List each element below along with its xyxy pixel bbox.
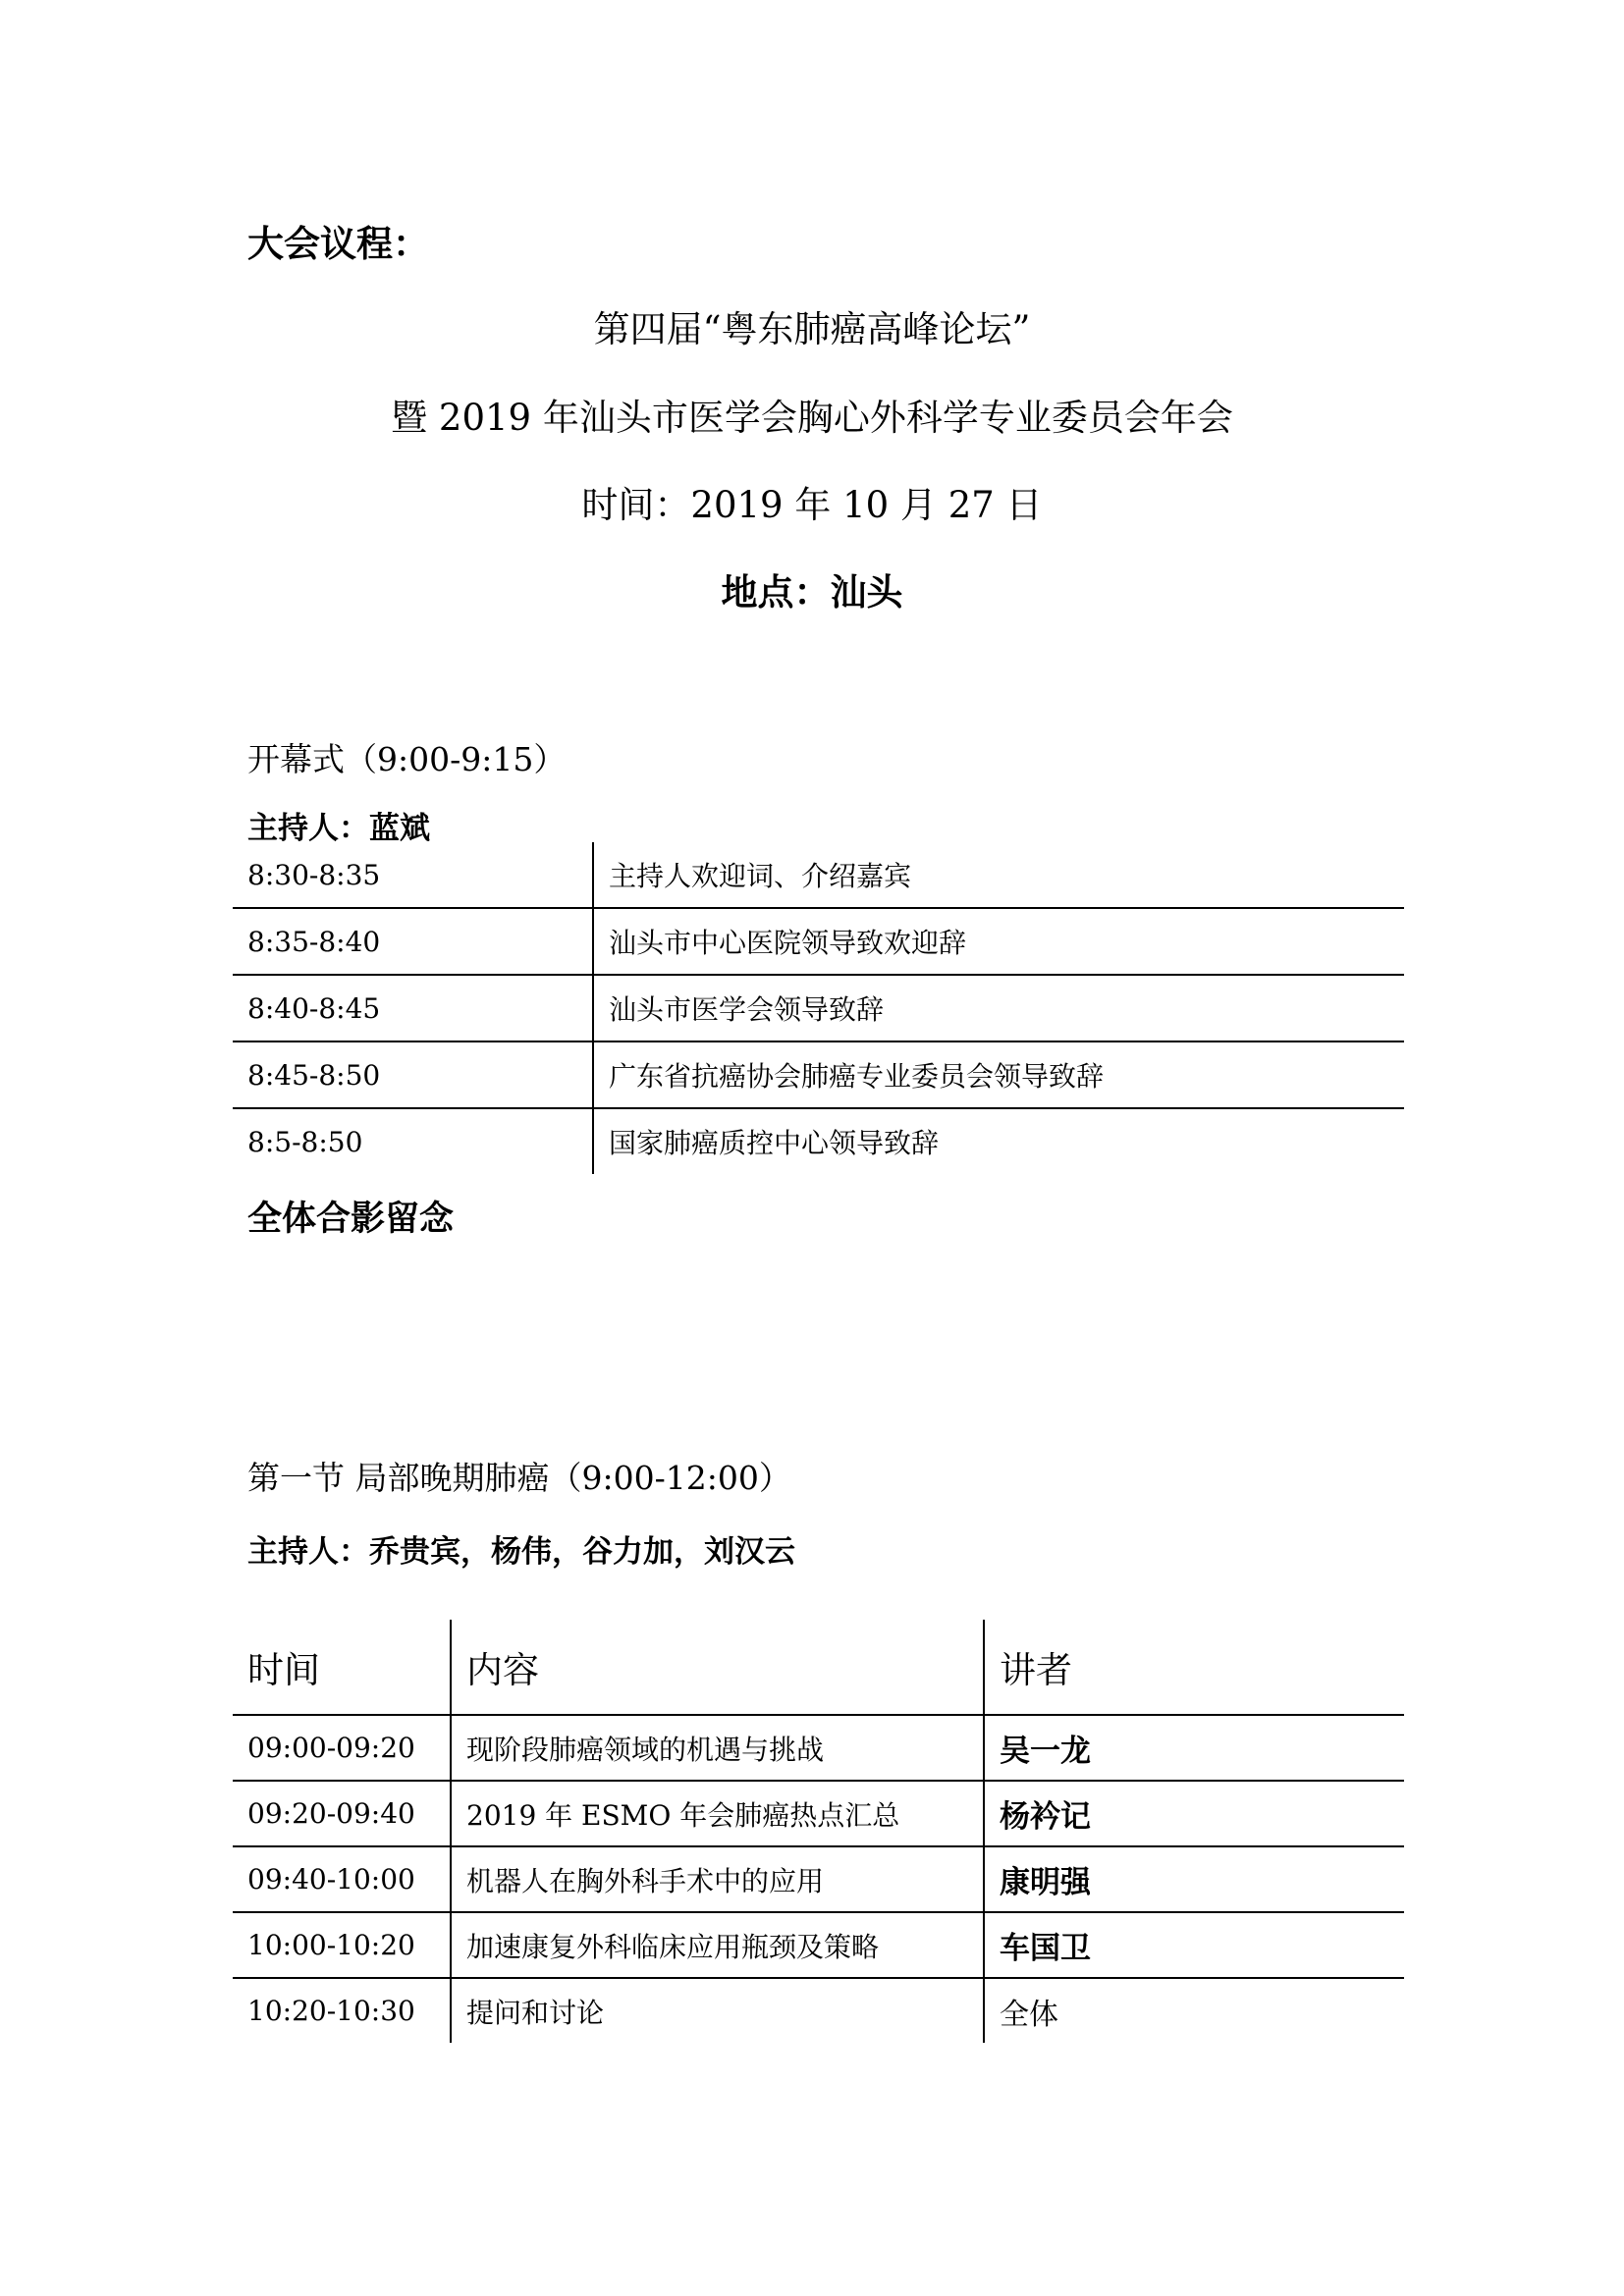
agenda-heading: 大会议程：	[247, 223, 429, 265]
table-header-row	[233, 1620, 1404, 1715]
opening-title: 开幕式（9:00-9:15）	[247, 740, 567, 778]
row-time: 8:30-8:35	[247, 858, 381, 891]
row-speaker: 康明强	[984, 1846, 1404, 1912]
row-time: 09:00-09:20	[233, 1715, 451, 1781]
row-time: 8:35-8:40	[233, 908, 593, 975]
table-row	[233, 1041, 1404, 1108]
row-content: 现阶段肺癌领域的机遇与挑战	[451, 1715, 984, 1781]
group-photo-label: 全体合影留念	[247, 1200, 455, 1239]
row-speaker: 杨衿记	[984, 1781, 1404, 1846]
row-item: 广东省抗癌协会肺癌专业委员会领导致辞	[593, 1041, 1404, 1108]
row-time: 09:40-10:00	[233, 1846, 451, 1912]
row-speaker: 车国卫	[984, 1912, 1404, 1978]
column-header-speaker: 讲者	[984, 1620, 1404, 1715]
row-content: 加速康复外科临床应用瓶颈及策略	[451, 1912, 984, 1978]
meeting-place: 地点：汕头	[721, 571, 903, 614]
row-item: 汕头市医学会领导致辞	[593, 975, 1404, 1041]
row-speaker: 吴一龙	[984, 1715, 1404, 1781]
column-header-content: 内容	[451, 1620, 984, 1715]
table-row	[233, 975, 1404, 1041]
row-time: 10:00-10:20	[233, 1912, 451, 1978]
section1-host: 主持人：乔贵宾，杨伟，谷力加，刘汉云	[247, 1534, 795, 1570]
row-content: 提问和讨论	[451, 1978, 984, 2043]
row-item: 国家肺癌质控中心领导致辞	[593, 1108, 1404, 1174]
row-item: 主持人欢迎词、介绍嘉宾	[593, 842, 1404, 908]
section1-title: 第一节 局部晚期肺癌（9:00-12:00）	[247, 1459, 791, 1497]
table-row	[233, 1846, 1404, 1912]
section1-schedule-table	[233, 1620, 1404, 2043]
row-time: 8:45-8:50	[233, 1041, 593, 1108]
table-row	[233, 842, 1404, 908]
row-time: 8:5-8:50	[233, 1108, 593, 1174]
table-row	[233, 1715, 1404, 1781]
table-row	[233, 1912, 1404, 1978]
table-row	[233, 1978, 1404, 2043]
column-header-time: 时间	[247, 1649, 320, 1691]
row-content: 机器人在胸外科手术中的应用	[451, 1846, 984, 1912]
table-row	[233, 908, 1404, 975]
forum-title: 第四届“粤东肺癌高峰论坛”	[593, 308, 1031, 350]
opening-schedule-table	[233, 842, 1404, 1174]
opening-host: 主持人：蓝斌	[247, 811, 430, 846]
table-row	[233, 1781, 1404, 1846]
row-time: 8:40-8:45	[233, 975, 593, 1041]
table-row	[233, 1108, 1404, 1174]
meeting-title: 暨 2019 年汕头市医学会胸心外科学专业委员会年会	[391, 397, 1233, 439]
row-item: 汕头市中心医院领导致欢迎辞	[593, 908, 1404, 975]
row-speaker: 全体	[984, 1978, 1404, 2043]
row-time: 09:20-09:40	[233, 1781, 451, 1846]
row-time: 10:20-10:30	[233, 1978, 451, 2043]
row-content: 2019 年 ESMO 年会肺癌热点汇总	[451, 1781, 984, 1846]
meeting-time: 时间：2019 年 10 月 27 日	[581, 484, 1043, 526]
